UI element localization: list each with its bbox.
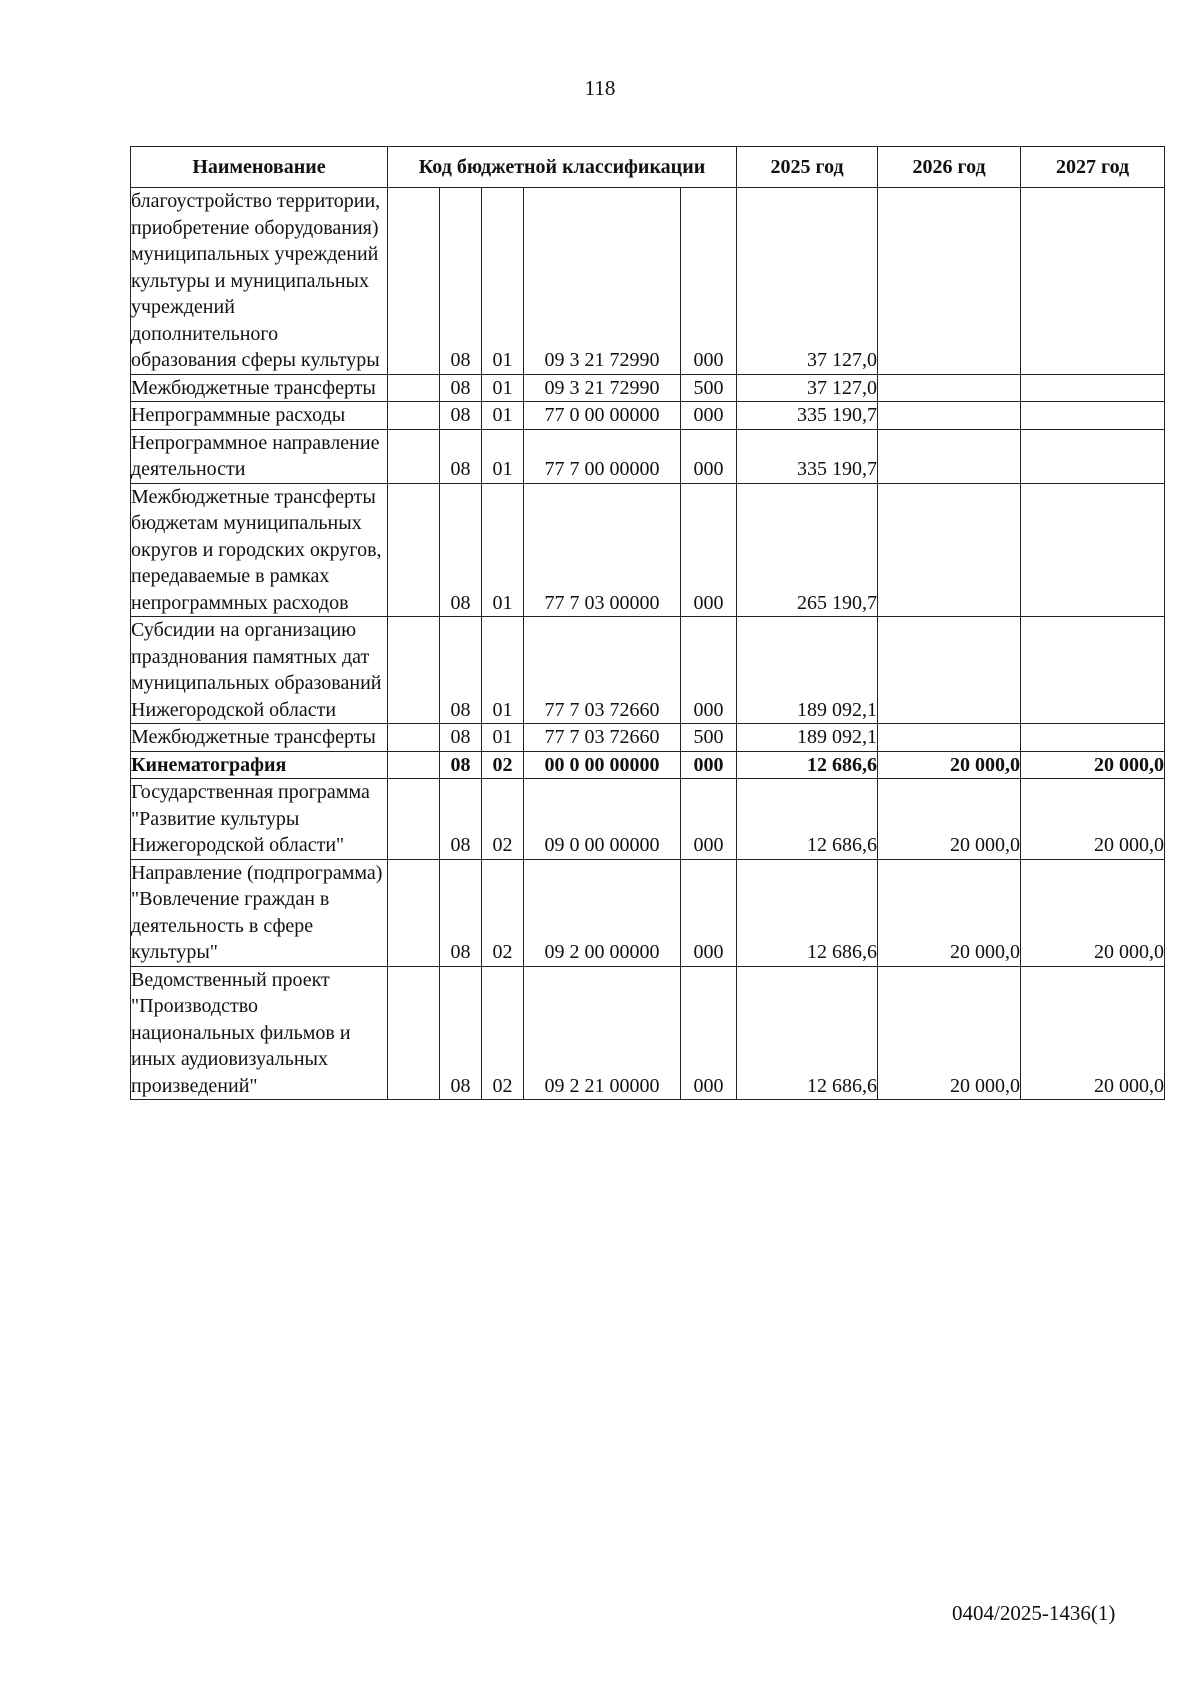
row-name: Непрограммное направление деятельности (131, 429, 388, 483)
code-section: 08 (440, 859, 482, 966)
code-empty-cell (388, 188, 440, 375)
code-target-article: 77 7 03 72660 (524, 724, 681, 752)
code-subsection: 02 (482, 751, 524, 779)
amount-2025: 12 686,6 (737, 779, 878, 860)
row-name: Межбюджетные трансферты бюджетам муниципальных округов и городских округов, передаваемые в рамках непрограммных расходов (131, 483, 388, 617)
amount-2026 (878, 402, 1021, 430)
code-subsection: 01 (482, 724, 524, 752)
table-row (131, 779, 1165, 860)
amount-2027 (1021, 188, 1165, 375)
code-target-article: 77 7 03 00000 (524, 483, 681, 617)
code-section: 08 (440, 751, 482, 779)
table-header-row (131, 147, 1165, 188)
code-target-article: 09 3 21 72990 (524, 188, 681, 375)
code-subsection: 01 (482, 617, 524, 724)
row-name: Кинематография (131, 751, 388, 779)
header-code: Код бюджетной классификации (388, 147, 737, 188)
code-expense-type: 000 (681, 402, 737, 430)
code-empty-cell (388, 859, 440, 966)
code-subsection: 02 (482, 779, 524, 860)
code-section: 08 (440, 429, 482, 483)
amount-2025: 189 092,1 (737, 617, 878, 724)
amount-2027: 20 000,0 (1021, 779, 1165, 860)
amount-2026: 20 000,0 (878, 751, 1021, 779)
table-row (131, 859, 1165, 966)
code-target-article: 77 0 00 00000 (524, 402, 681, 430)
table-row (131, 483, 1165, 617)
amount-2025: 335 190,7 (737, 429, 878, 483)
row-name: Межбюджетные трансферты (131, 374, 388, 402)
table-row (131, 402, 1165, 430)
code-subsection: 01 (482, 188, 524, 375)
amount-2025: 12 686,6 (737, 859, 878, 966)
header-2026: 2026 год (878, 147, 1021, 188)
budget-table (130, 146, 1165, 1100)
amount-2027 (1021, 374, 1165, 402)
code-empty-cell (388, 617, 440, 724)
table-row (131, 374, 1165, 402)
code-empty-cell (388, 966, 440, 1100)
code-section: 08 (440, 724, 482, 752)
code-empty-cell (388, 374, 440, 402)
amount-2026: 20 000,0 (878, 859, 1021, 966)
code-empty-cell (388, 429, 440, 483)
amount-2026 (878, 483, 1021, 617)
table-row (131, 188, 1165, 375)
amount-2027 (1021, 483, 1165, 617)
code-expense-type: 000 (681, 483, 737, 617)
code-expense-type: 500 (681, 724, 737, 752)
table-row (131, 751, 1165, 779)
amount-2025: 189 092,1 (737, 724, 878, 752)
code-expense-type: 000 (681, 859, 737, 966)
amount-2027 (1021, 429, 1165, 483)
code-expense-type: 000 (681, 188, 737, 375)
code-expense-type: 000 (681, 617, 737, 724)
row-name: благоустройство территории, приобретение оборудования) муниципальных учреждений культуры и муниципальных учреждений дополнительного образования сферы культуры (131, 188, 388, 375)
amount-2026 (878, 188, 1021, 375)
table-row (131, 724, 1165, 752)
code-target-article: 77 7 00 00000 (524, 429, 681, 483)
code-empty-cell (388, 724, 440, 752)
code-subsection: 02 (482, 859, 524, 966)
table-row (131, 429, 1165, 483)
code-target-article: 09 2 21 00000 (524, 966, 681, 1100)
code-target-article: 09 2 00 00000 (524, 859, 681, 966)
code-section: 08 (440, 483, 482, 617)
table-body (131, 188, 1165, 1100)
header-2027: 2027 год (1021, 147, 1165, 188)
document-code: 0404/2025-1436(1) (952, 1601, 1116, 1625)
table-row (131, 966, 1165, 1100)
amount-2025: 37 127,0 (737, 374, 878, 402)
code-empty-cell (388, 483, 440, 617)
page-number: 118 (584, 76, 616, 100)
code-section: 08 (440, 779, 482, 860)
row-name: Ведомственный проект "Производство национальных фильмов и иных аудиовизуальных произведений" (131, 966, 388, 1100)
row-name: Государственная программа "Развитие культуры Нижегородской области" (131, 779, 388, 860)
amount-2027 (1021, 617, 1165, 724)
amount-2026 (878, 617, 1021, 724)
row-name: Субсидии на организацию празднования памятных дат муниципальных образований Нижегородской области (131, 617, 388, 724)
code-subsection: 01 (482, 402, 524, 430)
code-empty-cell (388, 751, 440, 779)
code-target-article: 09 0 00 00000 (524, 779, 681, 860)
amount-2026 (878, 429, 1021, 483)
code-section: 08 (440, 966, 482, 1100)
code-expense-type: 000 (681, 966, 737, 1100)
code-target-article: 77 7 03 72660 (524, 617, 681, 724)
code-section: 08 (440, 374, 482, 402)
amount-2027 (1021, 402, 1165, 430)
amount-2025: 335 190,7 (737, 402, 878, 430)
code-subsection: 02 (482, 966, 524, 1100)
header-2025: 2025 год (737, 147, 878, 188)
code-section: 08 (440, 617, 482, 724)
code-expense-type: 000 (681, 429, 737, 483)
amount-2025: 12 686,6 (737, 751, 878, 779)
amount-2027: 20 000,0 (1021, 966, 1165, 1100)
row-name: Межбюджетные трансферты (131, 724, 388, 752)
row-name: Направление (подпрограмма) "Вовлечение граждан в деятельность в сфере культуры" (131, 859, 388, 966)
code-subsection: 01 (482, 483, 524, 617)
amount-2026 (878, 374, 1021, 402)
amount-2026: 20 000,0 (878, 966, 1021, 1100)
amount-2025: 265 190,7 (737, 483, 878, 617)
code-empty-cell (388, 779, 440, 860)
code-section: 08 (440, 402, 482, 430)
header-name: Наименование (131, 147, 388, 188)
code-target-article: 09 3 21 72990 (524, 374, 681, 402)
amount-2027: 20 000,0 (1021, 751, 1165, 779)
code-section: 08 (440, 188, 482, 375)
amount-2027 (1021, 724, 1165, 752)
code-subsection: 01 (482, 374, 524, 402)
code-expense-type: 000 (681, 751, 737, 779)
row-name: Непрограммные расходы (131, 402, 388, 430)
code-target-article: 00 0 00 00000 (524, 751, 681, 779)
code-subsection: 01 (482, 429, 524, 483)
amount-2026 (878, 724, 1021, 752)
amount-2027: 20 000,0 (1021, 859, 1165, 966)
code-expense-type: 000 (681, 779, 737, 860)
amount-2026: 20 000,0 (878, 779, 1021, 860)
code-expense-type: 500 (681, 374, 737, 402)
amount-2025: 12 686,6 (737, 966, 878, 1100)
table-row (131, 617, 1165, 724)
code-empty-cell (388, 402, 440, 430)
amount-2025: 37 127,0 (737, 188, 878, 375)
